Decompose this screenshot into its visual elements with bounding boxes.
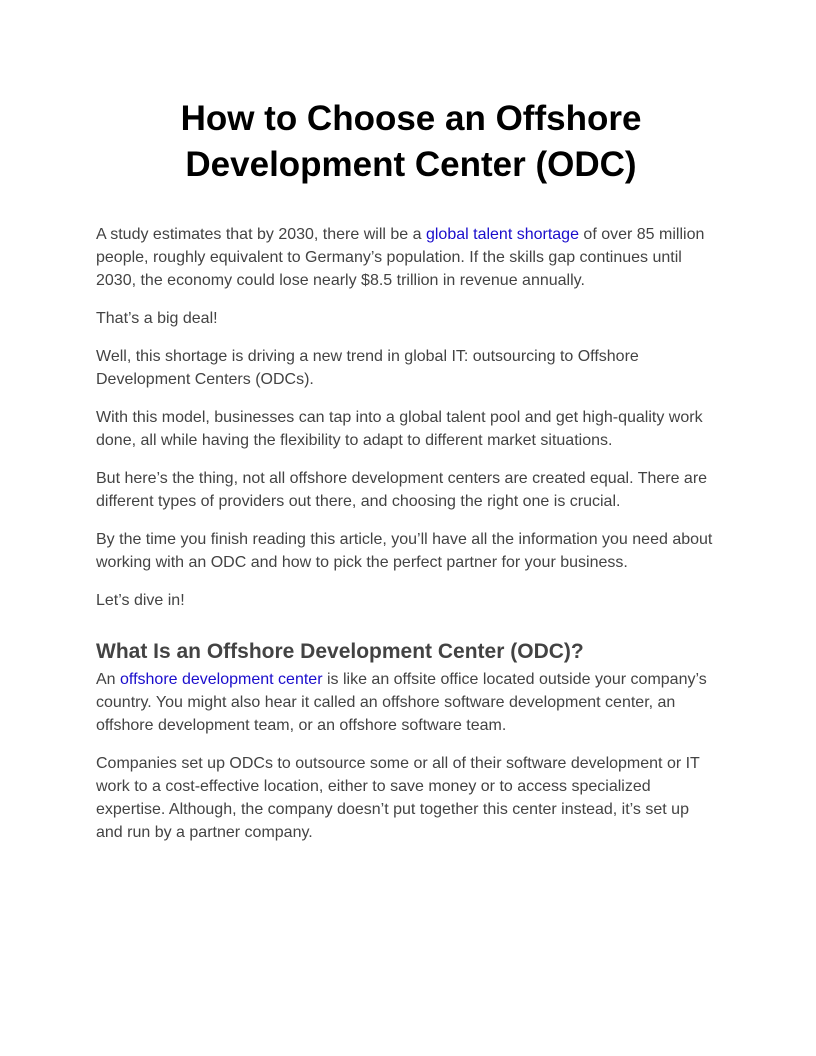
paragraph: Well, this shortage is driving a new trend in global IT: outsourcing to Offshore Development Centers (ODCs).: [96, 348, 639, 388]
paragraph-text: An: [96, 671, 121, 688]
section-paragraph: Companies set up ODCs to outsource some or all of their software development or IT work to a cost-effective location, either to save money or to access specialized expertise. Although, the company doesn’t put together this center instead, it’s set up and run by a partner company.: [96, 755, 700, 841]
global-talent-shortage-link[interactable]: global talent shortage: [425, 226, 579, 243]
paragraph: But here’s the thing, not all offshore development centers are created equal. There are different types of providers out there, and choosing the right one is crucial.: [96, 470, 708, 510]
paragraph: With this model, businesses can tap into a global talent pool and get high-quality work done, all while having the flexibility to adapt to different market situations.: [96, 409, 703, 449]
document-body: [96, 223, 720, 844]
paragraph-text: A study estimates that by 2030, there will be a: [96, 226, 426, 243]
document-page: [96, 96, 720, 859]
offshore-development-center-link[interactable]: offshore development center: [120, 671, 323, 688]
paragraph: That’s a big deal!: [96, 310, 218, 327]
intro-paragraph: [96, 223, 720, 292]
section-heading: What Is an Offshore Development Center (ODC)?: [96, 640, 584, 663]
paragraph: Let’s dive in!: [96, 592, 185, 609]
paragraph: By the time you finish reading this article, you’ll have all the information you need about working with an ODC and how to pick the perfect partner for your business.: [96, 531, 713, 571]
page-title: How to Choose an Offshore Development Center (ODC): [180, 99, 642, 184]
paragraph-text: of over 85 million people, roughly equivalent to Germany’s population. If the skills gap continues until 2030, the economy could lose nearly $8.5 trillion in revenue annually.: [96, 226, 705, 289]
section-paragraph: [96, 668, 720, 737]
paragraph-text: is like an offsite office located outside your company’s country. You might also hear it called an offshore software development center, an offshore development team, or an offshore software team.: [96, 671, 707, 734]
